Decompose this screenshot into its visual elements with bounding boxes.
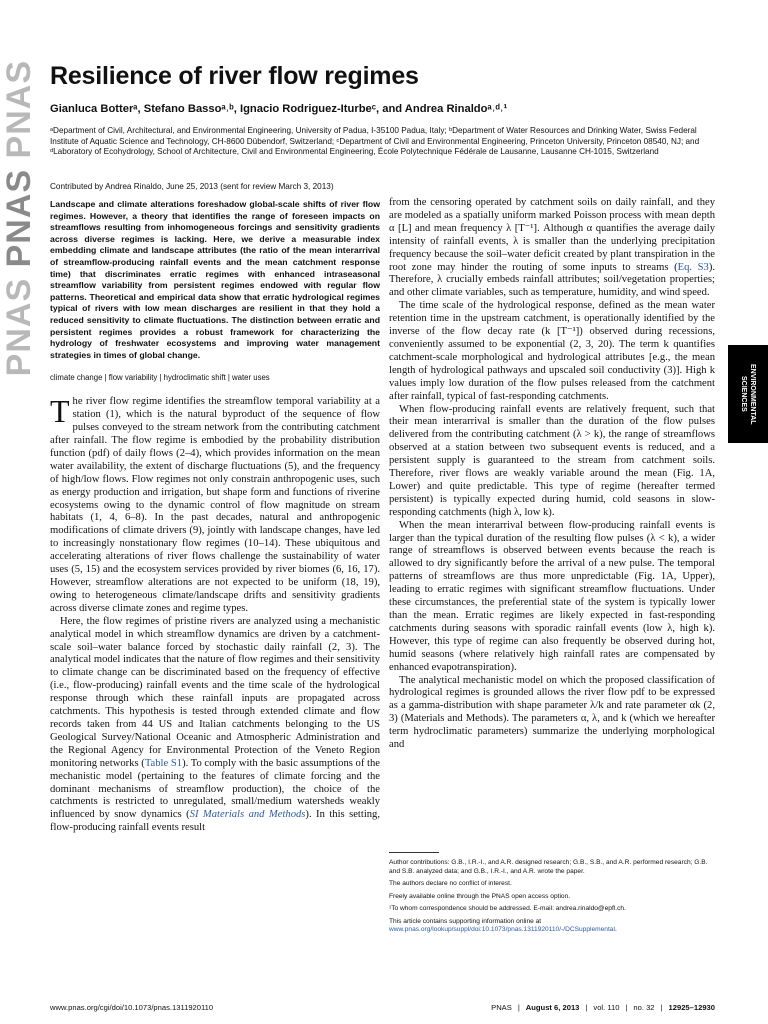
- si-link[interactable]: www.pnas.org/lookup/suppl/doi:10.1073/pnas.1311920110/-/DCSupplemental: [389, 926, 615, 934]
- citation-info: PNAS | August 6, 2013 | vol. 110 | no. 32 | 12925–12930: [491, 1003, 715, 1012]
- footnote-rule: [389, 852, 439, 853]
- si-methods-link[interactable]: SI Materials and Methods: [189, 809, 306, 821]
- table-s1-link[interactable]: Table S1: [144, 757, 183, 769]
- si-note: [389, 918, 715, 936]
- paragraph-text: from the censoring operated by catchment soils on daily rainfall, and they are modeled as a spatially uniform marked Poisson process with mean depth α [L] and mean frequency λ [T⁻¹]. Although α quantifies the average daily intensity of rainfall events, λ is smaller than the underlying precipitation frequency because the soil–water deficit created by plant transpiration in the root zone may hinder the routing of some inputs to streams (: [389, 197, 715, 273]
- paragraph-text: ). Therefore, λ crucially embeds rainfall attributes; soil/vegetation properties; and other climate variables, such as temperature, humidity, and wind speed.: [389, 261, 715, 299]
- eq-s3-link[interactable]: Eq. S3: [677, 261, 709, 273]
- section-tab: [728, 345, 768, 443]
- page-footer: [50, 1003, 715, 1012]
- right-paragraph-5: The analytical mechanistic model on which the proposed classification of hydrological regimes is grounded allows the river flow pdf to be expressed as a gamma-distribution with shape parameter λ/k and rate parameter αk (2, 3) (Materials and Methods). The parameters α, λ, and k (which we hereafter term hydroclimatic parameters) summarize the underlying morphological and: [389, 674, 715, 751]
- right-paragraph-2: The time scale of the hydrological response, defined as the mean water retention time in the upstream catchment, is operationally identified by the inverse of the flow decay rate (k [T⁻¹]) observed during recessions, conveniently assumed to be exponential (2, 3, 20). The term k quantifies catchment-scale morphological and hydrological attributes [e.g., the mean length of hydrological pathways and upscaled soil conductivity (3)]. High k values imply low duration of the flow pulses released from the catchment after rainfall, typical of fast-responding catchments.: [389, 300, 715, 402]
- volume: vol. 110: [593, 1003, 620, 1012]
- left-column: [50, 199, 380, 835]
- correspondence-note: ¹To whom correspondence should be addressed. E-mail: andrea.rinaldo@epfl.ch.: [389, 905, 626, 913]
- open-access-note: Freely available online through the PNAS open access option.: [389, 892, 571, 900]
- watermark-word: PNAS: [0, 277, 38, 377]
- section-tab-label: ENVIRONMENTAL SCIENCES: [740, 363, 756, 425]
- page-range: 12925–12930: [668, 1003, 715, 1012]
- abstract: Landscape and climate alterations foreshadow global-scale shifts of river flow regimes. However, a theory that identifies the range of foreseen impacts on streamflows resulting from inhomogeneous forcings and sensitivity gradients across diverse regimes is lacking. Here, we derive a measurable index embedding climate and landscape attributes (the ratio of the mean interarrival of streamflow-producing rainfall events and the mean catchment response time) that discriminates erratic regimes with enhanced intraseasonal streamflow variability from persistent regimes endowed with regular flow patterns. Theoretical and empirical data show that erratic hydrological regimes typical of rivers with low mean discharges are resilient in that they hold a reduced sensitivity to climate fluctuations. The distinction between erratic and persistent regimes provides a robust framework for characterizing the hydrology of freshwater ecosystems and improving water management strategies in times of global change.: [50, 199, 380, 360]
- right-column: [389, 197, 715, 752]
- right-paragraph-4: When the mean interarrival between flow-producing rainfall events is larger than the typical duration of the resulting flow pulses (λ < k), a wider range of streamflows is observed between events because the reach is allowed to dry significantly before the arrival of a new pulse. The temporal patterns of streamflows are thus more unpredictable (Fig. 1A, Upper), leading to erratic regimes with significant streamflow fluctuations. Under these circumstances, the preferential state of the system is typically lower than the mean. Erratic regimes are likely expected in fast-responding catchments during seasons with sporadic rainfall events (low λ, high k). However, this type of regime can also frequently be observed during hot, humid seasons (where relatively high rainfall rates are compensated by enhanced evapotranspiration).: [389, 519, 715, 673]
- article-title: Resilience of river flow regimes: [50, 62, 419, 90]
- right-paragraph-3: When flow-producing rainfall events are relatively frequent, such that their mean interarrival is smaller than the duration of the flow pulses delivered from the contributing catchment (λ > k), the range of streamflows observed at a station between two subsequent events is reduced, and a persistent supply is guaranteed to the stream from catchment soils. Therefore, river flows are weakly variable around the mean (Fig. 1A, Lower) and quite predictable. This type of regime (hereafter termed persistent) is typically expected during humid, cold seasons in slow-responding catchments (high λ, low k).: [389, 403, 715, 518]
- right-paragraph-1: [389, 197, 715, 300]
- issue-date: August 6, 2013: [525, 1003, 580, 1012]
- intro-paragraph-2: [50, 616, 380, 835]
- journal-name: PNAS: [491, 1003, 512, 1012]
- pnas-watermark: [0, 60, 38, 430]
- watermark-word: PNAS: [0, 60, 38, 159]
- keywords: climate change | flow variability | hydroclimatic shift | water uses: [50, 373, 270, 383]
- issue-number: no. 32: [633, 1003, 655, 1012]
- paragraph-text: ). To comply with the basic assumptions of the mechanistic model (pertaining to the features of climate forcing and the dominant mechanisms of streamflow production), the choice of the catchments is restricted to unregulated, small/medium watersheds weakly influenced by snow dynamics (: [50, 757, 380, 821]
- paragraph-text: ). In this setting, flow-producing rainfall events result: [50, 809, 380, 834]
- footnotes: [389, 852, 715, 939]
- paragraph-text: Here, the flow regimes of pristine rivers are analyzed using a mechanistic analytical model in which streamflow dynamics are driven by a catchment-scale soil–water balance forced by stochastic daily rainfall (2, 3). The analytical model indicates that the nature of flow regimes and their sensitivity to climate change can be discriminated based on the frequency of effective (i.e., flow-producing) rainfall events and the time scale of the hydrological response through which these rainfall inputs are propagated across catchments. This hypothesis is tested through extended climate and flow records taken from 44 US and Italian catchments belonging to the US Geological Survey/National Oceanic and Atmospheric Administration and the Regional Agency for Environmental Protection of the Veneto Region monitoring networks (: [50, 615, 380, 769]
- affiliations: ᵃDepartment of Civil, Architectural, and Environmental Engineering, University of Padua, I-35100 Padua, Italy; ᵇDepartment of Water Resources and Drinking Water, Swiss Federal Institute of Aquatic Science and Technology, CH-8600 Dübendorf, Switzerland; ᶜDepartment of Civil and Environmental Engineering, Princeton University, Princeton 08540, NJ; and ᵈLaboratory of Ecohydrology, School of Architecture, Civil and Environmental Engineering, École Polytechnique Fédérale de Lausanne, Lausanne CH-1015, Switzerland: [50, 126, 700, 157]
- watermark-word: PNAS: [0, 168, 38, 268]
- intro-paragraph-1-text: he river flow regime identifies the streamflow temporal variability at a station (1), which is the natural byproduct of the sequence of flow pulses conveyed to the stream network from the contributing catchment after rainfall. The flow regime is embodied by the probability distribution function (pdf) of daily flows (2–4), which provides information on the mean water availability, the extent of discharge fluctuations (5), and the frequency of high/low flows. Flow regimes not only constrain anthropogenic uses, such as energy production and irrigation, but shape form and functions of riverine ecosystems owing to the dynamic control of flow magnitude on stream habitats (1, 4, 6–8). In the past decades, natural and anthropogenic modifications of climate drivers (9), jointly with landscape changes, have led to increasingly nonstationary flow regimes (10–14). These ubiquitous and accelerating alterations of river flows challenge the sustainability of water uses (5, 15) and the ecosystem services provided by river biomes (6, 16, 17). However, streamflow alterations are not expected to be uniform (18, 19), owing to heterogeneous climate/landscape drifts and sensitivity gradients across diverse climate zones and regime types.: [50, 396, 380, 614]
- si-note-text: .: [614, 926, 617, 934]
- contributed-note: Contributed by Andrea Rinaldo, June 25, 2013 (sent for review March 3, 2013): [50, 182, 334, 191]
- author-list: Gianluca Botterᵃ, Stefano Bassoᵃ˒ᵇ, Ignacio Rodriguez-Iturbeᶜ, and Andrea Rinaldoᵃ˒ᵈ˒¹: [50, 103, 508, 115]
- doi-url[interactable]: www.pnas.org/cgi/doi/10.1073/pnas.1311920110: [50, 1003, 214, 1012]
- si-note-text: This article contains supporting information online at: [389, 917, 542, 925]
- intro-paragraph-1: [50, 393, 380, 615]
- conflict-statement: The authors declare no conflict of interest.: [389, 880, 512, 888]
- author-contributions: Author contributions: G.B., I.R.-I., and A.R. designed research; G.B., S.B., and A.R. performed research; G.B. and S.B. analyzed data; and G.B., I.R.-I., and A.R. wrote the paper.: [389, 859, 708, 875]
- intro-text: [50, 393, 380, 835]
- drop-cap: T: [50, 393, 70, 430]
